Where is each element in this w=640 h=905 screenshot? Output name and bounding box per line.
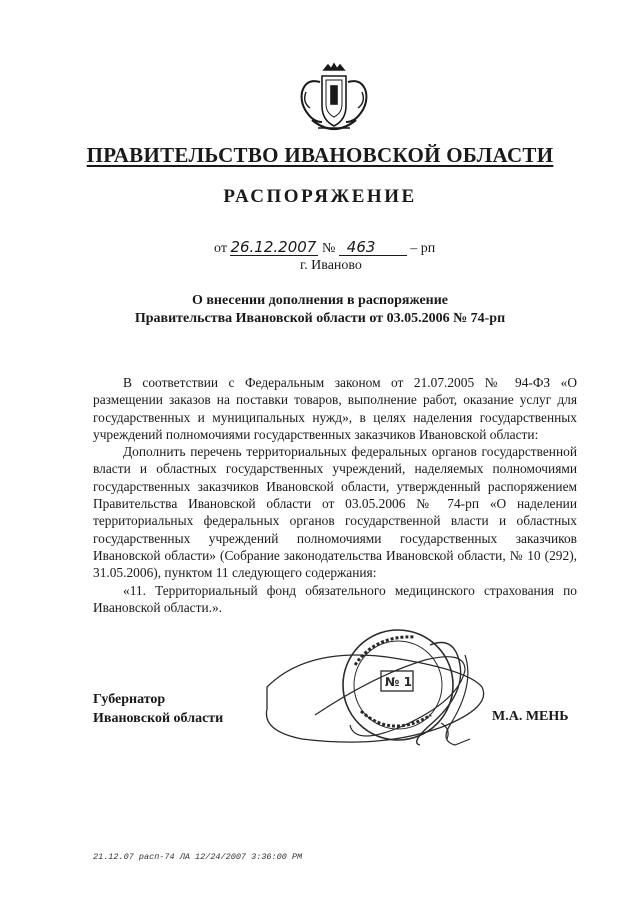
coat-of-arms-emblem [298, 62, 370, 138]
organization-title: ПРАВИТЕЛЬСТВО ИВАНОВСКОЙ ОБЛАСТИ [86, 143, 554, 167]
number-prefix: № [321, 241, 336, 256]
stamp-number: № 1 [385, 675, 412, 689]
position-line-2: Ивановской области [93, 711, 224, 726]
document-body [93, 374, 577, 616]
official-stamp-and-signature [255, 625, 505, 760]
signatory-name: М.А. МЕНЬ [492, 709, 569, 724]
body-paragraph-2: Дополнить перечень территориальных федеральных органов государственной власти и областных государственных учреждений, наделяемых полномочиями государственных заказчиков Ивановской области, утвержденный распоряжением Правительства Ивановской области от 03.05.2006 № 74-рп «О наделении территориальных федеральных органов государственной власти и областных государственных учреждений полномочиями государственных заказчиков Ивановской области» (Собрание законодательства Ивановской области, № 10 (292), 31.05.2006), пунктом 11 следующего содержания: [93, 444, 577, 581]
document-date-number-line [214, 240, 435, 257]
footer-file-info: 21.12.07 расп-74 ЛА 12/24/2007 3:36:00 PM [93, 852, 303, 862]
document-type-title: РАСПОРЯЖЕНИЕ [223, 186, 417, 207]
body-paragraph-3: «11. Территориальный фонд обязательного медицинского страхования по Ивановской области.». [93, 582, 577, 615]
document-subject [100, 292, 540, 328]
document-date: 26.12.2007 [230, 240, 318, 256]
subject-line-1: О внесении дополнения в распоряжение [191, 293, 449, 308]
subject-line-2: Правительства Ивановской области от 03.05.2006 № 74-рп [134, 311, 506, 326]
document-city: г. Иваново [300, 258, 362, 273]
number-suffix: – рп [410, 241, 436, 256]
date-prefix: от [214, 241, 227, 256]
document-number: 463 [339, 240, 407, 256]
position-line-1: Губернатор [93, 692, 166, 707]
signatory-position [93, 690, 223, 728]
body-paragraph-1: В соответствии с Федеральным законом от 21.07.2005 № 94-ФЗ «О размещении заказов на поставки товаров, выполнение работ, оказание услуг для государственных и муниципальных нужд», в целях наделения государственных учреждений полномочиями государственных заказчиков Ивановской области: [93, 375, 577, 442]
